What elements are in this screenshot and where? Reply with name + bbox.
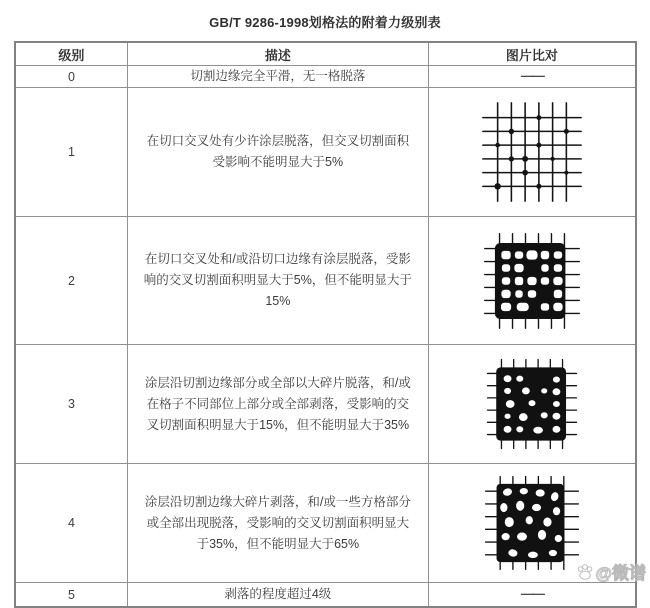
header-grade: 级别 xyxy=(15,42,127,66)
grade-description: 切割边缘完全平滑，无一格脱落 xyxy=(127,66,428,88)
crosscut-grid-class-2-image xyxy=(481,229,583,333)
grade-value: 0 xyxy=(15,66,127,88)
table-row-grade-2 xyxy=(15,217,636,345)
table-row-grade-1 xyxy=(15,88,636,217)
grade-value: 2 xyxy=(15,217,127,345)
grade-value: 3 xyxy=(15,345,127,464)
picture-cell xyxy=(428,88,636,217)
grade-description: 在切口交叉处和/或沿切口边缘有涂层脱落，受影响的交叉切割面积明显大于5%，但不能明显大于15% xyxy=(127,217,428,345)
header-row xyxy=(15,42,636,66)
picture-cell xyxy=(428,464,636,583)
grade-value: 5 xyxy=(15,583,127,608)
picture-cell xyxy=(428,66,636,88)
table-row-grade-0 xyxy=(15,66,636,88)
no-image-dash: —— xyxy=(520,67,543,83)
table-row-grade-3 xyxy=(15,345,636,464)
no-image-dash: —— xyxy=(520,585,543,601)
adhesion-grade-table xyxy=(14,41,637,608)
grade-description: 涂层沿切割边缘大碎片剥落，和/或一些方格部分或全部出现脱落，受影响的交叉切割面积明显大于35%，但不能明显大于65% xyxy=(127,464,428,583)
crosscut-grid-class-4-image xyxy=(482,472,582,574)
picture-cell xyxy=(428,217,636,345)
grade-value: 4 xyxy=(15,464,127,583)
picture-cell xyxy=(428,345,636,464)
table-row-grade-4 xyxy=(15,464,636,583)
table-header xyxy=(15,42,636,66)
table-row-grade-5 xyxy=(15,583,636,608)
header-picture: 图片比对 xyxy=(428,42,636,66)
grade-description: 在切口交叉处有少许涂层脱落，但交叉切割面积受影响不能明显大于5% xyxy=(127,88,428,217)
grade-description: 涂层沿切割边缘部分或全部以大碎片脱落，和/或在格子不同部位上部分或全部剥落，受影响的交叉切割面积明显大于15%，但不能明显大于35% xyxy=(127,345,428,464)
grade-description: 剥落的程度超过4级 xyxy=(127,583,428,608)
watermark-text: @微谱 xyxy=(595,564,646,583)
picture-cell xyxy=(428,583,636,608)
crosscut-grid-class-1-image xyxy=(476,98,588,206)
grade-value: 1 xyxy=(15,88,127,217)
page-title: GB/T 9286-1998划格法的附着力级别表 xyxy=(209,15,441,30)
crosscut-grid-class-3-image xyxy=(484,354,580,454)
header-description: 描述 xyxy=(127,42,428,66)
